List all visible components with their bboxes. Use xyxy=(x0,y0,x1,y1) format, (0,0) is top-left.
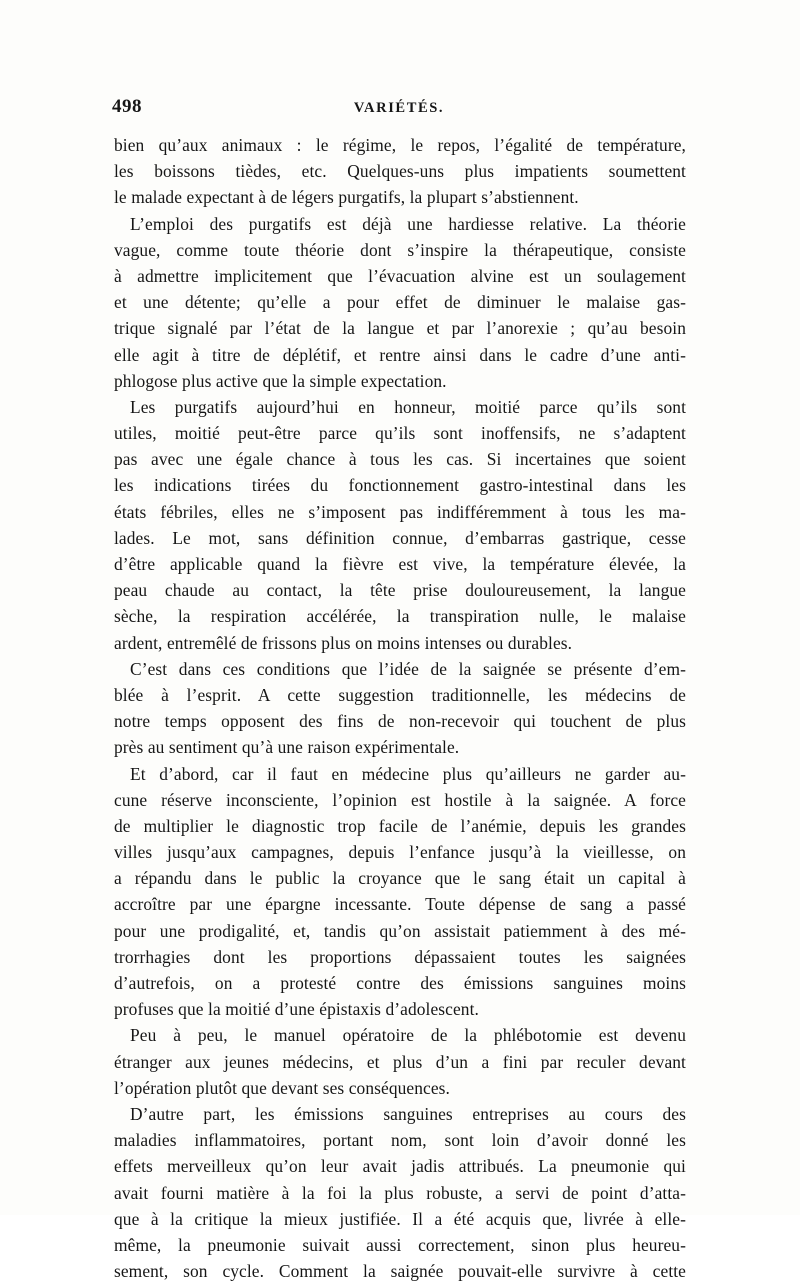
text-line: les boissons tièdes, etc. Quelques-uns plus impatients soumettent xyxy=(114,161,686,182)
text-line: villes jusqu’aux campagnes, depuis l’enfance jusqu’à la vieillesse, on xyxy=(114,842,686,863)
text-line: Les purgatifs aujourd’hui en honneur, moitié parce qu’ils sont xyxy=(130,396,686,417)
text-line: même, la pneumonie suivait aussi correctement, sinon plus heureu- xyxy=(114,1234,686,1255)
text-line: sèche, la respiration accélérée, la transpiration nulle, le malaise xyxy=(114,606,686,627)
body-text xyxy=(114,132,686,1284)
text-line: profuses que la moitié d’une épistaxis d’adolescent. xyxy=(114,999,479,1020)
text-line: cune réserve inconsciente, l’opinion est hostile à la saignée. A force xyxy=(114,789,686,810)
text-line: de multiplier le diagnostic trop facile de l’anémie, depuis les grandes xyxy=(114,815,686,836)
text-line: états fébriles, elles ne s’imposent pas indifféremment à tous les ma- xyxy=(114,501,686,522)
text-line: le malade expectant à de légers purgatifs, la plupart s’abstiennent. xyxy=(114,187,579,208)
text-line: avait fourni matière à la foi la plus robuste, a servi de point d’atta- xyxy=(114,1182,686,1203)
text-line: effets merveilleux qu’on leur avait jadis attribués. La pneumonie qui xyxy=(114,1156,686,1177)
text-line: L’emploi des purgatifs est déjà une hardiesse relative. La théorie xyxy=(130,213,686,234)
text-line: pas avec une égale chance à tous les cas. Si incertaines que soient xyxy=(114,449,686,470)
text-line: Et d’abord, car il faut en médecine plus qu’ailleurs ne garder au- xyxy=(130,763,686,784)
text-line: et une détente; qu’elle a pour effet de diminuer le malaise gas- xyxy=(114,292,686,313)
text-line: phlogose plus active que la simple expectation. xyxy=(114,370,447,391)
text-line: les indications tirées du fonctionnement gastro-intestinal dans les xyxy=(114,475,686,496)
text-line: bien qu’aux animaux : le régime, le repos, l’égalité de température, xyxy=(114,135,686,155)
running-title: VARIÉTÉS. xyxy=(353,100,445,116)
text-line: a répandu dans le public la croyance que le sang était un capital à xyxy=(114,868,686,889)
text-line: ardent, entremêlé de frissons plus on moins intenses ou durables. xyxy=(114,632,573,653)
text-line: D’autre part, les émissions sanguines entreprises au cours des xyxy=(130,1103,686,1124)
text-line: l’opération plutôt que devant ses conséquences. xyxy=(114,1077,450,1098)
text-line: elle agit à titre de déplétif, et rentre ainsi dans le cadre d’une anti- xyxy=(114,344,686,365)
text-line: accroître par une épargne incessante. Toute dépense de sang a passé xyxy=(114,894,686,915)
text-line: étranger aux jeunes médecins, et plus d’un a fini par reculer devant xyxy=(114,1051,686,1072)
text-line: maladies inflammatoires, portant nom, sont loin d’avoir donné les xyxy=(114,1130,686,1151)
text-line: notre temps opposent des fins de non-recevoir qui touchent de plus xyxy=(114,711,686,732)
text-line: peau chaude au contact, la tête prise douloureusement, la langue xyxy=(114,580,686,601)
text-line: sement, son cycle. Comment la saignée pouvait-elle survivre à cette xyxy=(114,1261,686,1282)
running-head xyxy=(112,92,686,122)
text-line: utiles, moitié peut-être parce qu’ils sont inoffensifs, ne s’adaptent xyxy=(114,423,686,444)
text-line: pour une prodigalité, et, tandis qu’on assistait patiemment à des mé- xyxy=(114,920,686,941)
text-line: blée à l’esprit. A cette suggestion traditionnelle, les médecins de xyxy=(114,684,686,705)
text-line: Peu à peu, le manuel opératoire de la phlébotomie est devenu xyxy=(130,1025,686,1046)
text-line: trorrhagies dont les proportions dépassaient toutes les saignées xyxy=(114,946,686,967)
text-line: lades. Le mot, sans définition connue, d’embarras gastrique, cesse xyxy=(114,527,686,548)
text-line: à admettre implicitement que l’évacuation alvine est un soulagement xyxy=(114,265,686,286)
text-line: trique signalé par l’état de la langue et par l’anorexie ; qu’au besoin xyxy=(114,318,686,339)
text-line: d’être applicable quand la fièvre est vive, la température élevée, la xyxy=(114,554,686,574)
text-line: près au sentiment qu’à une raison expérimentale. xyxy=(114,737,460,758)
text-line: d’autrefois, on a protesté contre des émissions sanguines moins xyxy=(114,973,686,993)
text-line: que à la critique la mieux justifiée. Il a été acquis que, livrée à elle- xyxy=(114,1208,686,1229)
text-line: vague, comme toute théorie dont s’inspire la thérapeutique, consiste xyxy=(114,239,686,260)
page-number: 498 xyxy=(112,96,142,117)
text-line: C’est dans ces conditions que l’idée de la saignée se présente d’em- xyxy=(130,658,686,679)
